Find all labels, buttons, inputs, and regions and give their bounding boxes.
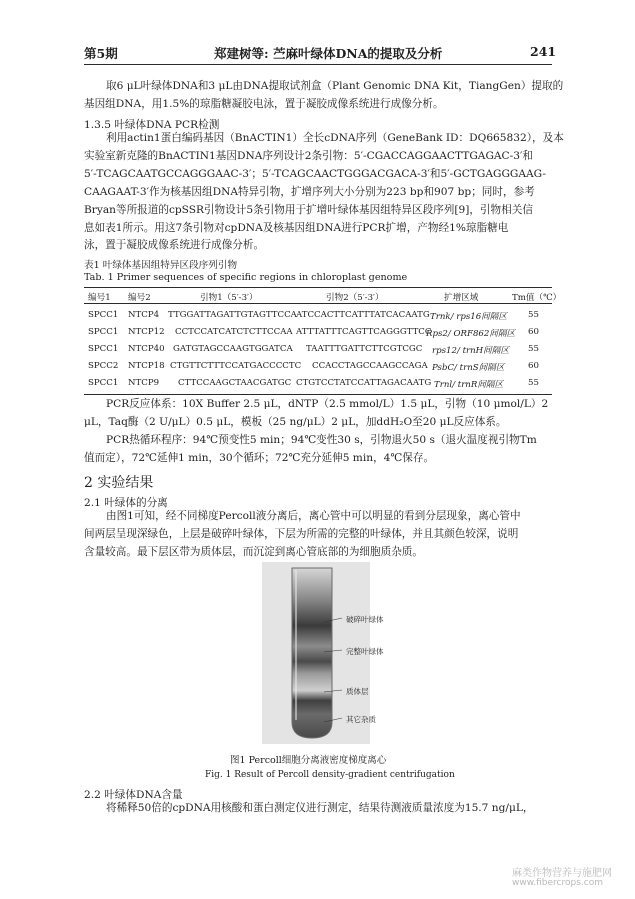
table-cell: Rps2/ ORF862间隔区	[426, 329, 516, 339]
table-cell: ATTTATTTCAGTTCAGGGTTCC	[296, 327, 432, 337]
figure-label-other-impurities: 其它杂质	[346, 715, 376, 724]
sec135-line-2: 实验室新克隆的BnACTIN1基因DNA序列设计2条引物：5′-CGACCAGGAACTTGAGAC-3′和	[84, 150, 533, 162]
pcr-line-4: 值而定），72℃延伸1 min，30个循环；72℃充分延伸5 min，4℃保存。	[84, 452, 435, 464]
section-2-2-heading: 2.2 叶绿体DNA含量	[84, 789, 183, 801]
watermark-url: www.fibercrops.com	[512, 878, 603, 888]
table-cell: Trnl/ trnR间隔区	[434, 380, 504, 390]
table-title-en: Tab. 1 Primer sequences of specific regions in chloroplast genome	[84, 272, 408, 283]
running-title: 郑建树等: 苎麻叶绿体DNA的提取及分析	[214, 46, 443, 61]
sec135-line-5: Bryan等所报道的cpSSR引物设计5条引物用于扩增叶绿体基因组特异区段序列[9]，引物相关信	[84, 204, 533, 216]
table-header-rule	[84, 303, 552, 304]
table-cell: PsbC/ trnS间隔区	[432, 363, 505, 373]
table-header-id2: 编号2	[128, 293, 151, 303]
table-cell: 55	[528, 344, 539, 354]
table-header-primer1: 引物1（5′-3′）	[200, 293, 258, 303]
page-number: 241	[530, 44, 557, 59]
table-header-id1: 编号1	[88, 293, 111, 303]
table-cell: SPCC1	[88, 310, 119, 320]
section-1-3-5-heading: 1.3.5 叶绿体DNA PCR检测	[84, 119, 220, 131]
sec135-line-1: 利用actin1蛋白编码基因（BnACTIN1）全长cDNA序列（GeneBank ID：DQ665832），及本	[106, 132, 564, 144]
pcr-line-2: μL，Taq酶（2 U/μL）0.5 μL，模板（25 ng/μL）2 μL，加ddH₂O至20 μL反应体系。	[84, 416, 507, 428]
sec135-line-7: 泳，置于凝胶成像系统进行成像分析。	[84, 239, 265, 251]
issue-number: 第5期	[84, 46, 118, 61]
sec135-line-4: CAAGAAT-3′作为核基因组DNA特异引物，扩增序列大小分别为223 bp和907 bp；同时，参考	[84, 186, 535, 198]
sec21-line-1: 由图1可知，经不同梯度Percoll液分离后，离心管中可以明显的看到分层现象，离心管中	[106, 510, 521, 522]
table-header-primer2: 引物2（5′-3′）	[326, 293, 384, 303]
pcr-line-3: PCR热循环程序：94℃预变性5 min；94℃变性30 s，引物退火50 s（退火温度视引物Tm	[106, 434, 537, 446]
sec21-line-3: 含量较高。最下层区带为质体层，而沉淀到离心管底部的为细胞质杂质。	[84, 546, 423, 558]
table-title-cn: 表1 叶绿体基因组特异区段序列引物	[84, 260, 238, 271]
sec21-line-2: 间两层呈现深绿色，上层是破碎叶绿体，下层为所需的完整的叶绿体，并且其颜色较深，说明	[84, 528, 519, 540]
table-cell: 55	[528, 378, 539, 388]
pcr-line-1: PCR反应体系：10X Buffer 2.5 μL，dNTP（2.5 mmol/L）1.5 μL，引物（10 μmol/L）2	[106, 398, 549, 410]
table-cell: 55	[528, 310, 539, 320]
sec135-line-6: 息如表1所示。用这7条引物对cpDNA及核基因组DNA进行PCR扩增，产物经1%琼脂糖电	[84, 222, 509, 234]
table-cell: CTGTCCTATCCATTAGACAATG	[296, 378, 432, 388]
figure-label-plastid-layer: 质体层	[346, 687, 369, 696]
table-cell: NTCP9	[128, 378, 160, 388]
sec22-line-1: 将稀释50倍的cpDNA用核酸和蛋白测定仪进行测定，结果待测液质量浓度为15.7 ng/μL，	[106, 802, 534, 814]
table-header-tm: Tm值（℃）	[512, 293, 562, 303]
table-cell: CTTCCAAGCTAACGATGC	[178, 378, 292, 388]
table-cell: ATCCACTTCATTTATCACAATG	[296, 310, 430, 320]
section-2-heading: 2 实验结果	[84, 475, 154, 491]
table-cell: Trnk/ rps16间隔区	[430, 312, 507, 322]
table-cell: TTGGATTAGATTGTAGTTCCA	[168, 310, 297, 320]
table-cell: SPCC1	[88, 378, 119, 388]
section-2-1-heading: 2.1 叶绿体的分离	[84, 497, 168, 509]
table-cell: CCTCCATCATCTCTTCCAA	[175, 327, 293, 337]
table-cell: NTCP4	[128, 310, 160, 320]
table-cell: NTCP12	[128, 327, 165, 337]
table-cell: rps12/ trnH间隔区	[432, 346, 509, 356]
table-cell: SPCC1	[88, 344, 119, 354]
intro-line-1: 取6 μL叶绿体DNA和3 μL由DNA提取试剂盒（Plant Genomic DNA Kit，TiangGen）提取的	[106, 80, 564, 92]
table-cell: 60	[528, 327, 539, 337]
figure-caption-cn: 图1 Percoll细胞分离液密度梯度离心	[230, 755, 387, 766]
table-cell: NTCP18	[128, 361, 165, 371]
table-cell: CTGTTCTTTCCATGACCCCTC	[170, 361, 302, 371]
table-bottom-rule	[84, 394, 552, 395]
figure-label-broken-chloroplast: 破碎叶绿体	[346, 615, 384, 624]
table-header-region: 扩增区域	[444, 293, 479, 303]
table-cell: SPCC2	[88, 361, 119, 371]
table-cell: CCACCTAGCCAAGCCAGA	[312, 361, 428, 371]
intro-line-2: 基因组DNA，用1.5%的琼脂糖凝胶电泳，置于凝胶成像系统进行成像分析。	[84, 98, 444, 110]
table-top-rule	[84, 287, 552, 288]
watermark-site-name: 麻类作物营养与施肥网	[512, 868, 612, 879]
table-cell: NTCP40	[128, 344, 165, 354]
table-cell: GATGTAGCCAAGTGGATCA	[173, 344, 293, 354]
table-cell: SPCC1	[88, 327, 119, 337]
figure-label-intact-chloroplast: 完整叶绿体	[346, 647, 384, 656]
table-cell: 60	[528, 361, 539, 371]
table-cell: TAATTTGATTCTTCGTCGC	[306, 344, 423, 354]
header-rule	[84, 64, 552, 65]
sec135-line-3: 5′-TCAGCAATGCCAGGGAAC-3′；5′-TCAGCAACTGGGACGACA-3′和5′-GCTGAGGGAAG-	[84, 168, 546, 180]
figure-caption-en: Fig. 1 Result of Percoll density-gradient centrifugation	[205, 770, 455, 780]
